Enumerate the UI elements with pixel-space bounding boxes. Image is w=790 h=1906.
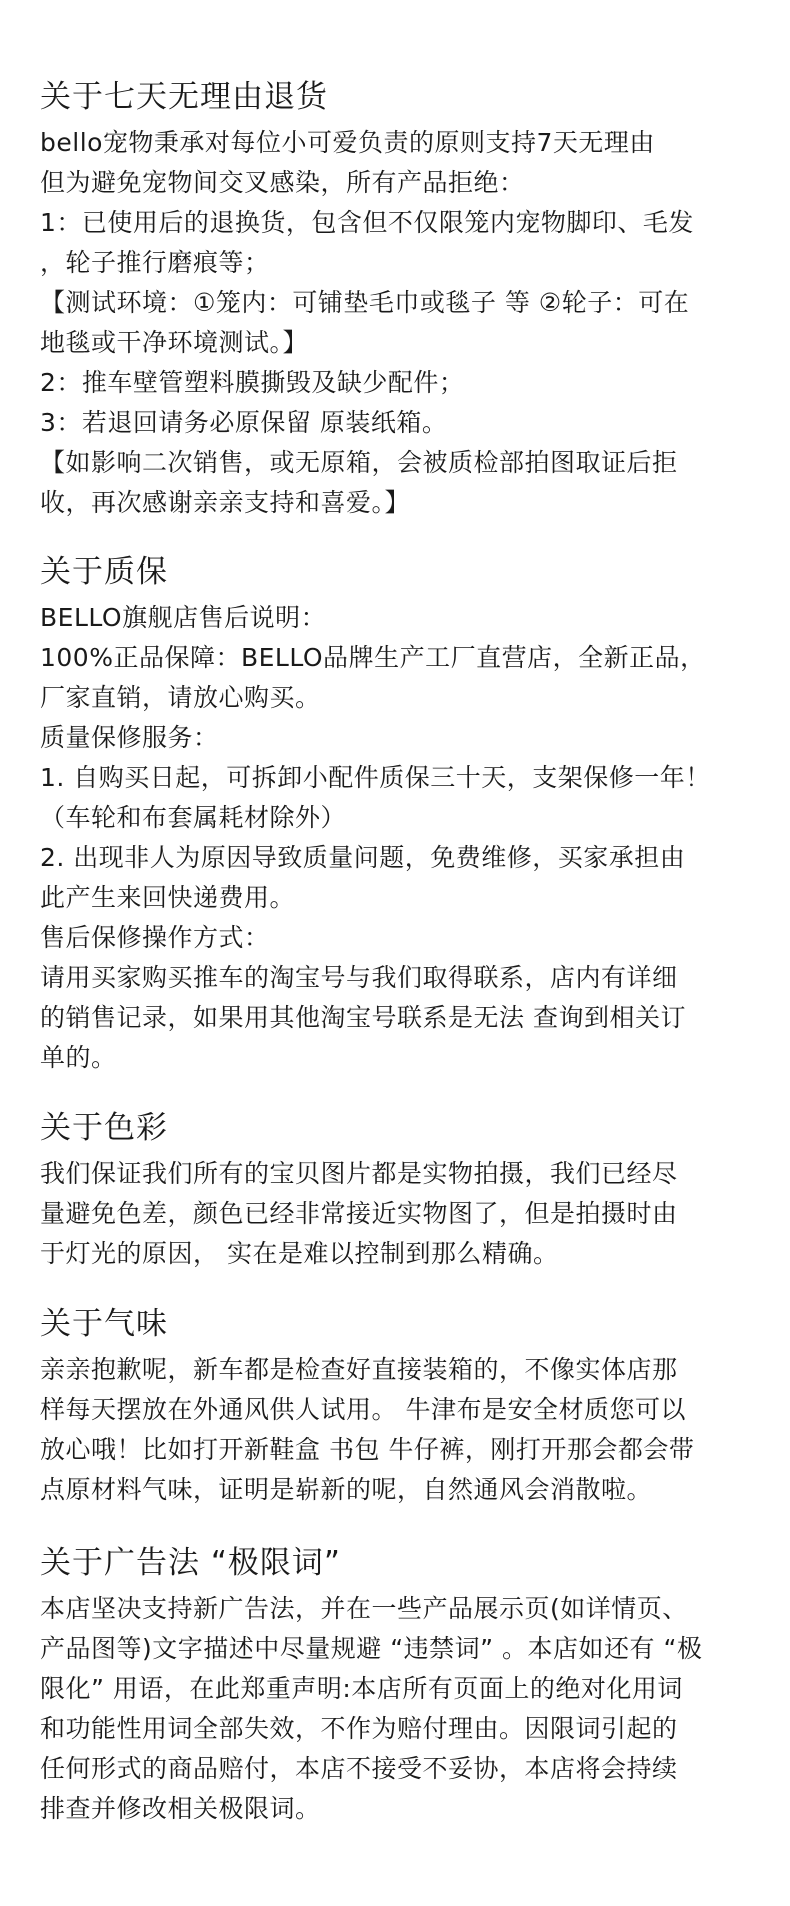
text-line: 厂家直销，请放心购买。 <box>40 683 321 712</box>
text-line: BELLO旗舰店售后说明： <box>40 603 327 632</box>
section-title: 关于色彩 <box>40 1110 168 1146</box>
text-line: 2：推车壁管塑料膜撕毁及缺少配件； <box>40 368 465 397</box>
text-line: 任何形式的商品赔付，本店不接受不妥协，本店将会持续 <box>40 1754 678 1783</box>
text-line: 的销售记录，如果用其他淘宝号联系是无法 查询到相关订 <box>40 1003 686 1032</box>
text-line: 限化” 用语，在此郑重声明:本店所有页面上的绝对化用词 <box>40 1674 683 1703</box>
section-color <box>40 1108 678 1274</box>
text-line: 但为避免宠物间交叉感染，所有产品拒绝： <box>40 168 525 197</box>
text-line: 放心哦！比如打开新鞋盒 书包 牛仔裤，刚打开那会都会带 <box>40 1435 695 1464</box>
section-title: 关于质保 <box>40 554 168 590</box>
text-line: 于灯光的原因， 实在是难以控制到那么精确。 <box>40 1239 559 1268</box>
text-line: 1. 自购买日起，可拆卸小配件质保三十天，支架保修一年！ <box>40 763 711 792</box>
text-line: bello宠物秉承对每位小可爱负责的原则支持7天无理由 <box>40 128 655 157</box>
text-line: 3：若退回请务必原保留 原装纸箱。 <box>40 408 448 437</box>
text-line: 质量保修服务： <box>40 723 219 752</box>
text-line: 【如影响二次销售，或无原箱，会被质检部拍图取证后拒 <box>40 448 678 477</box>
text-line: 地毯或干净环境测试。】 <box>40 328 309 357</box>
section-title: 关于气味 <box>40 1306 168 1342</box>
text-line: 量避免色差，颜色已经非常接近实物图了，但是拍摄时由 <box>40 1199 678 1228</box>
text-line: 样每天摆放在外通风供人试用。 牛津布是安全材质您可以 <box>40 1395 686 1424</box>
text-line: 1：已使用后的退换货，包含但不仅限笼内宠物脚印、毛发 <box>40 208 694 237</box>
section-warranty <box>40 552 711 1078</box>
text-line: 排查并修改相关极限词。 <box>40 1794 321 1823</box>
text-line: 我们保证我们所有的宝贝图片都是实物拍摄，我们已经尽 <box>40 1159 678 1188</box>
text-line: 点原材料气味，证明是崭新的呢，自然通风会消散啦。 <box>40 1475 653 1504</box>
text-line: 2. 出现非人为原因导致质量问题，免费维修，买家承担由 <box>40 843 686 872</box>
section-ad-law <box>40 1543 702 1829</box>
text-line: （车轮和布套属耗材除外） <box>40 803 347 832</box>
section-odor <box>40 1304 694 1510</box>
section-seven-day-return <box>40 77 694 523</box>
text-line: 售后保修操作方式： <box>40 923 270 952</box>
text-line: 和功能性用词全部失效，不作为赔付理由。因限词引起的 <box>40 1714 678 1743</box>
text-line: 本店坚决支持新广告法，并在一些产品展示页(如详情页、 <box>40 1594 688 1623</box>
text-line: ，轮子推行磨痕等； <box>40 248 270 277</box>
text-line: 亲亲抱歉呢，新车都是检查好直接装箱的，不像实体店那 <box>40 1355 678 1384</box>
text-line: 单的。 <box>40 1043 117 1072</box>
text-line: 请用买家购买推车的淘宝号与我们取得联系，店内有详细 <box>40 963 678 992</box>
section-title: 关于广告法 “极限词” <box>40 1545 341 1581</box>
section-title: 关于七天无理由退货 <box>40 79 328 115</box>
text-line: 产品图等)文字描述中尽量规避 “违禁词” 。本店如还有 “极 <box>40 1634 703 1663</box>
text-line: 收，再次感谢亲亲支持和喜爱。】 <box>40 488 411 517</box>
text-line: 【测试环境：①笼内：可铺垫毛巾或毯子 等 ②轮子：可在 <box>40 288 690 317</box>
text-line: 此产生来回快递费用。 <box>40 883 296 912</box>
text-line: 100%正品保障：BELLO品牌生产工厂直营店，全新正品， <box>40 643 706 672</box>
